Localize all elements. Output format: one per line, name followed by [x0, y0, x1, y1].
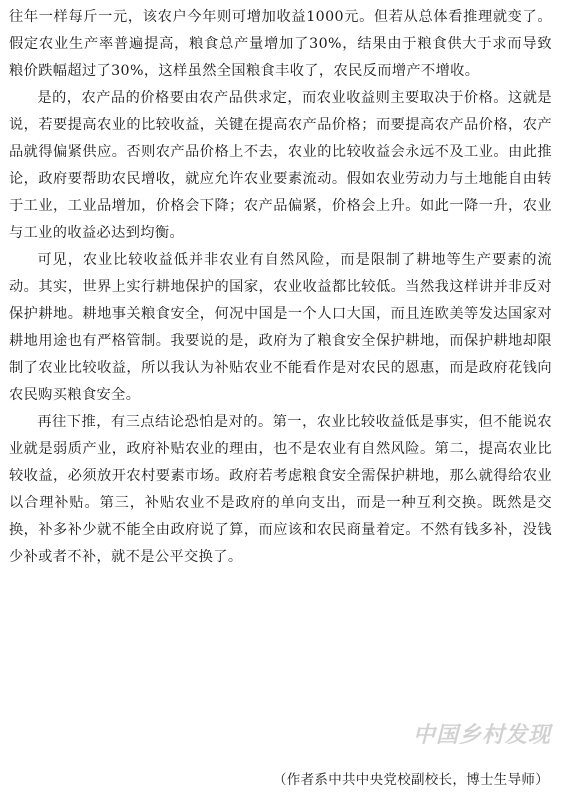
article-paragraph-3: 可见，农业比较收益低并非农业有自然风险，而是限制了耕地等生产要素的流动。其实，世界上实行耕地保护的国家，农业收益都比较低。当然我这样讲并非反对保护耕地。耕地事关粮食安全，何况中国是一个人口大国，而且连欧美等发达国家对耕地用途也有严格管制。我要说的是，政府为了粮食安全保护耕地，而保护耕地却限制了农业比较收益，所以我认为补贴农业不能看作是对农民的恩惠，而是政府花钱向农民购买粮食安全。 [9, 252, 552, 403]
author-byline: （作者系中共中央党校副校长，博士生导师） [273, 772, 549, 788]
site-watermark: 中国乡村发现 [412, 722, 551, 748]
article-paragraph-4: 再往下推，有三点结论恐怕是对的。第一，农业比较收益低是事实，但不能说农业就是弱质产业，政府补贴农业的理由，也不是农业有自然风险。第二，提高农业比较收益，必须放开农村要素市场。政府若考虑粮食安全需保护耕地，那么就得给农业以合理补贴。第三，补贴农业不是政府的单向支出，而是一种互利交换。既然是交换，补多补少就不能全由政府说了算，而应该和农民商量着定。不然有钱多补，没钱少补或者不补，就不是公平交换了。 [9, 414, 552, 565]
article-paragraph-1: 往年一样每斤一元，该农户今年则可增加收益1000元。但若从总体看推理就变了。假定农业生产率普遍提高，粮食总产量增加了30%，结果由于粮食供大于求而导致粮价跌幅超过了30%，这样虽然全国粮食丰收了，农民反而增产不增收。 [9, 9, 552, 79]
article-paragraph-2: 是的，农产品的价格要由农产品供求定，而农业收益则主要取决于价格。这就是说，若要提高农业的比较收益，关键在提高农产品价格；而要提高农产品价格，农产品就得偏紧供应。否则农产品价格上不去，农业的比较收益会永远不及工业。由此推论，政府要帮助农民增收，就应允许农业要素流动。假如农业劳动力与土地能自由转于工业，工业品增加，价格会下降；农产品偏紧，价格会上升。如此一降一升，农业与工业的收益必达到均衡。 [9, 90, 552, 241]
